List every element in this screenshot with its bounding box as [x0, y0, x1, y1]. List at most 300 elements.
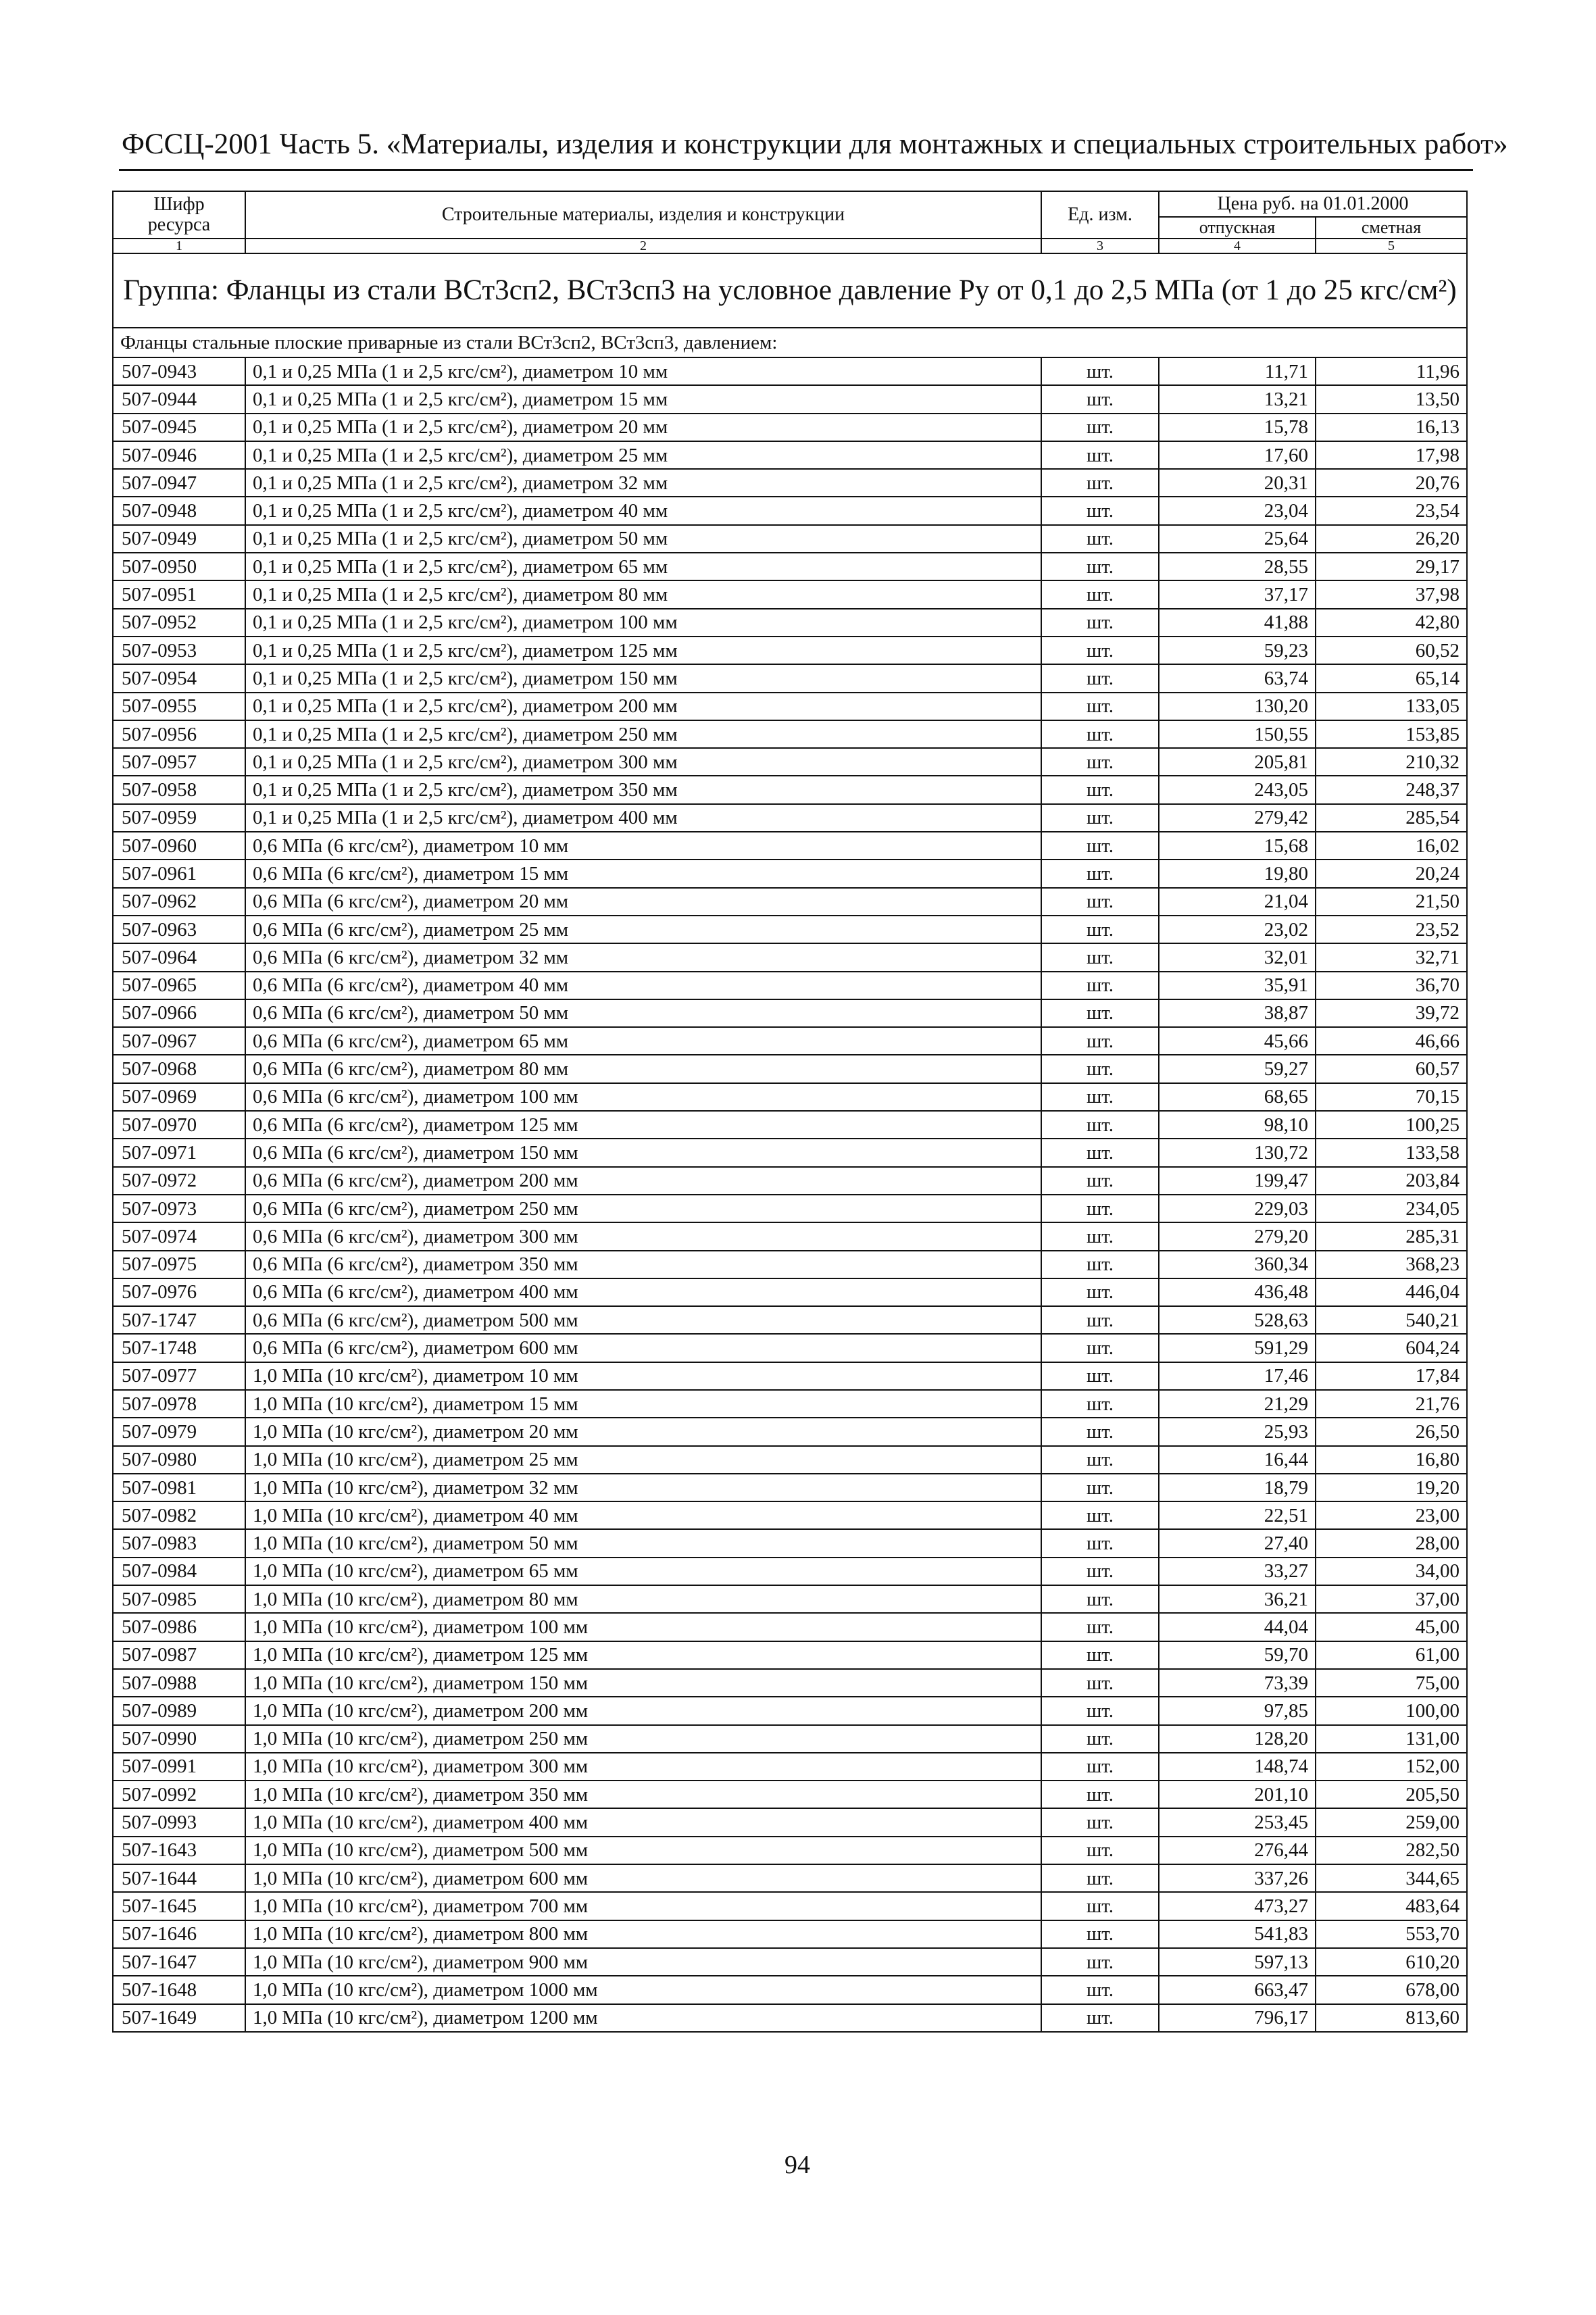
resource-code-cell: 507-0976 [113, 1278, 245, 1306]
table-row [113, 1753, 1467, 1781]
release-price-cell: 337,26 [1159, 1864, 1316, 1892]
release-price-cell: 473,27 [1159, 1892, 1316, 1920]
material-name-cell: 0,6 МПа (6 кгс/см²), диаметром 125 мм [245, 1111, 1041, 1139]
estimate-price-cell: 678,00 [1316, 1976, 1467, 2003]
release-price-cell: 59,27 [1159, 1055, 1316, 1082]
table-row [113, 1976, 1467, 2003]
material-name-cell: 0,1 и 0,25 МПа (1 и 2,5 кгс/см²), диаметром 125 мм [245, 637, 1041, 664]
release-price-cell: 63,74 [1159, 664, 1316, 692]
unit-cell: шт. [1041, 1111, 1159, 1139]
resource-code-cell: 507-0947 [113, 469, 245, 497]
resource-code-cell: 507-0991 [113, 1753, 245, 1781]
resource-code-cell: 507-1645 [113, 1892, 245, 1920]
estimate-price-cell: 32,71 [1316, 943, 1467, 971]
release-price-cell: 15,78 [1159, 414, 1316, 441]
unit-cell: шт. [1041, 1529, 1159, 1557]
estimate-price-cell: 344,65 [1316, 1864, 1467, 1892]
table-row [113, 1725, 1467, 1753]
resource-code-cell: 507-0944 [113, 385, 245, 413]
estimate-price-cell: 553,70 [1316, 1920, 1467, 1948]
unit-cell: шт. [1041, 1418, 1159, 1445]
page-number: 94 [784, 2151, 810, 2179]
estimate-price-cell: 23,00 [1316, 1501, 1467, 1529]
unit-cell: шт. [1041, 1976, 1159, 2003]
release-price-cell: 19,80 [1159, 860, 1316, 887]
unit-cell: шт. [1041, 1195, 1159, 1222]
col-header-code: Шифр ресурса [113, 191, 245, 239]
material-name-cell: 0,6 МПа (6 кгс/см²), диаметром 15 мм [245, 860, 1041, 887]
table-row [113, 860, 1467, 887]
col-number: 3 [1041, 239, 1159, 253]
unit-cell: шт. [1041, 1613, 1159, 1641]
estimate-price-cell: 813,60 [1316, 2004, 1467, 2032]
unit-cell: шт. [1041, 832, 1159, 860]
material-name-cell: 1,0 МПа (10 кгс/см²), диаметром 65 мм [245, 1558, 1041, 1585]
unit-cell: шт. [1041, 1585, 1159, 1613]
table-row [113, 1948, 1467, 1976]
table-row [113, 1892, 1467, 1920]
release-price-cell: 279,42 [1159, 804, 1316, 832]
resource-code-cell: 507-0989 [113, 1697, 245, 1724]
resource-code-cell: 507-0967 [113, 1027, 245, 1055]
table-row [113, 804, 1467, 832]
unit-cell: шт. [1041, 1055, 1159, 1082]
material-name-cell: 0,1 и 0,25 МПа (1 и 2,5 кгс/см²), диаметром 25 мм [245, 441, 1041, 469]
unit-cell: шт. [1041, 720, 1159, 748]
estimate-price-cell: 610,20 [1316, 1948, 1467, 1976]
unit-cell: шт. [1041, 553, 1159, 580]
material-name-cell: 1,0 МПа (10 кгс/см²), диаметром 50 мм [245, 1529, 1041, 1557]
estimate-price-cell: 45,00 [1316, 1613, 1467, 1641]
table-row [113, 888, 1467, 916]
table-row [113, 1167, 1467, 1195]
material-name-cell: 0,1 и 0,25 МПа (1 и 2,5 кгс/см²), диаметром 200 мм [245, 693, 1041, 720]
release-price-cell: 25,64 [1159, 525, 1316, 553]
estimate-price-cell: 604,24 [1316, 1334, 1467, 1362]
unit-cell: шт. [1041, 916, 1159, 943]
estimate-price-cell: 368,23 [1316, 1251, 1467, 1278]
material-name-cell: 0,6 МПа (6 кгс/см²), диаметром 200 мм [245, 1167, 1041, 1195]
resource-code-cell: 507-0978 [113, 1390, 245, 1418]
unit-cell: шт. [1041, 1808, 1159, 1836]
unit-cell: шт. [1041, 1725, 1159, 1753]
estimate-price-cell: 20,76 [1316, 469, 1467, 497]
table-row [113, 525, 1467, 553]
unit-cell: шт. [1041, 1697, 1159, 1724]
release-price-cell: 23,02 [1159, 916, 1316, 943]
resource-code-cell: 507-0980 [113, 1446, 245, 1474]
resource-code-cell: 507-0945 [113, 414, 245, 441]
material-name-cell: 1,0 МПа (10 кгс/см²), диаметром 500 мм [245, 1837, 1041, 1864]
unit-cell: шт. [1041, 1892, 1159, 1920]
resource-code-cell: 507-0961 [113, 860, 245, 887]
table-row [113, 1529, 1467, 1557]
material-name-cell: 1,0 МПа (10 кгс/см²), диаметром 1200 мм [245, 2004, 1041, 2032]
resource-code-cell: 507-0949 [113, 525, 245, 553]
resource-code-cell: 507-0973 [113, 1195, 245, 1222]
unit-cell: шт. [1041, 1278, 1159, 1306]
material-name-cell: 0,6 МПа (6 кгс/см²), диаметром 100 мм [245, 1083, 1041, 1111]
table-row [113, 1446, 1467, 1474]
estimate-price-cell: 100,00 [1316, 1697, 1467, 1724]
resource-code-cell: 507-0985 [113, 1585, 245, 1613]
resource-code-cell: 507-0964 [113, 943, 245, 971]
release-price-cell: 541,83 [1159, 1920, 1316, 1948]
table-row [113, 1055, 1467, 1082]
release-price-cell: 360,34 [1159, 1251, 1316, 1278]
release-price-cell: 276,44 [1159, 1837, 1316, 1864]
table-row [113, 637, 1467, 664]
unit-cell: шт. [1041, 1390, 1159, 1418]
unit-cell: шт. [1041, 943, 1159, 971]
resource-code-cell: 507-1646 [113, 1920, 245, 1948]
table-row [113, 609, 1467, 637]
release-price-cell: 36,21 [1159, 1585, 1316, 1613]
table-row [113, 1585, 1467, 1613]
material-name-cell: 1,0 МПа (10 кгс/см²), диаметром 10 мм [245, 1362, 1041, 1390]
release-price-cell: 243,05 [1159, 776, 1316, 803]
estimate-price-cell: 205,50 [1316, 1781, 1467, 1808]
estimate-price-cell: 259,00 [1316, 1808, 1467, 1836]
estimate-price-cell: 13,50 [1316, 385, 1467, 413]
material-name-cell: 1,0 МПа (10 кгс/см²), диаметром 250 мм [245, 1725, 1041, 1753]
estimate-price-cell: 16,02 [1316, 832, 1467, 860]
release-price-cell: 59,70 [1159, 1641, 1316, 1669]
material-name-cell: 1,0 МПа (10 кгс/см²), диаметром 150 мм [245, 1669, 1041, 1697]
resource-code-cell: 507-0962 [113, 888, 245, 916]
material-name-cell: 1,0 МПа (10 кгс/см²), диаметром 800 мм [245, 1920, 1041, 1948]
estimate-price-cell: 152,00 [1316, 1753, 1467, 1781]
material-name-cell: 0,1 и 0,25 МПа (1 и 2,5 кгс/см²), диаметром 50 мм [245, 525, 1041, 553]
material-name-cell: 0,6 МПа (6 кгс/см²), диаметром 250 мм [245, 1195, 1041, 1222]
material-name-cell: 0,1 и 0,25 МПа (1 и 2,5 кгс/см²), диаметром 10 мм [245, 357, 1041, 385]
unit-cell: шт. [1041, 525, 1159, 553]
unit-cell: шт. [1041, 1558, 1159, 1585]
material-name-cell: 1,0 МПа (10 кгс/см²), диаметром 125 мм [245, 1641, 1041, 1669]
table-row [113, 1864, 1467, 1892]
resource-code-cell: 507-0987 [113, 1641, 245, 1669]
table-row [113, 580, 1467, 608]
col-header-estimate-price: сметная [1316, 217, 1467, 239]
table-row [113, 1613, 1467, 1641]
unit-cell: шт. [1041, 637, 1159, 664]
estimate-price-cell: 20,24 [1316, 860, 1467, 887]
resource-code-cell: 507-0965 [113, 972, 245, 999]
estimate-price-cell: 34,00 [1316, 1558, 1467, 1585]
estimate-price-cell: 133,58 [1316, 1139, 1467, 1166]
unit-cell: шт. [1041, 609, 1159, 637]
table-row [113, 664, 1467, 692]
resource-code-cell: 507-0972 [113, 1167, 245, 1195]
release-price-cell: 97,85 [1159, 1697, 1316, 1724]
table-row [113, 357, 1467, 385]
table-row [113, 1558, 1467, 1585]
material-name-cell: 0,6 МПа (6 кгс/см²), диаметром 350 мм [245, 1251, 1041, 1278]
release-price-cell: 199,47 [1159, 1167, 1316, 1195]
resource-code-cell: 507-0960 [113, 832, 245, 860]
unit-cell: шт. [1041, 441, 1159, 469]
material-name-cell: 0,6 МПа (6 кгс/см²), диаметром 400 мм [245, 1278, 1041, 1306]
material-name-cell: 1,0 МПа (10 кгс/см²), диаметром 80 мм [245, 1585, 1041, 1613]
unit-cell: шт. [1041, 1222, 1159, 1250]
material-name-cell: 0,1 и 0,25 МПа (1 и 2,5 кгс/см²), диаметром 40 мм [245, 497, 1041, 524]
unit-cell: шт. [1041, 888, 1159, 916]
estimate-price-cell: 153,85 [1316, 720, 1467, 748]
resource-code-cell: 507-0977 [113, 1362, 245, 1390]
release-price-cell: 23,04 [1159, 497, 1316, 524]
table-row [113, 1418, 1467, 1445]
unit-cell: шт. [1041, 1669, 1159, 1697]
unit-cell: шт. [1041, 1083, 1159, 1111]
table-row [113, 972, 1467, 999]
release-price-cell: 150,55 [1159, 720, 1316, 748]
estimate-price-cell: 11,96 [1316, 357, 1467, 385]
release-price-cell: 17,46 [1159, 1362, 1316, 1390]
unit-cell: шт. [1041, 1306, 1159, 1334]
table-row [113, 1920, 1467, 1948]
release-price-cell: 229,03 [1159, 1195, 1316, 1222]
table-row [113, 553, 1467, 580]
unit-cell: шт. [1041, 1446, 1159, 1474]
estimate-price-cell: 540,21 [1316, 1306, 1467, 1334]
estimate-price-cell: 210,32 [1316, 748, 1467, 776]
unit-cell: шт. [1041, 1334, 1159, 1362]
unit-cell: шт. [1041, 1474, 1159, 1501]
col-number: 1 [113, 239, 245, 253]
estimate-price-cell: 234,05 [1316, 1195, 1467, 1222]
material-name-cell: 1,0 МПа (10 кгс/см²), диаметром 15 мм [245, 1390, 1041, 1418]
estimate-price-cell: 133,05 [1316, 693, 1467, 720]
release-price-cell: 205,81 [1159, 748, 1316, 776]
unit-cell: шт. [1041, 385, 1159, 413]
col-header-name: Строительные материалы, изделия и конструкции [245, 191, 1041, 239]
table-row [113, 469, 1467, 497]
resource-code-cell: 507-0984 [113, 1558, 245, 1585]
resource-code-cell: 507-0968 [113, 1055, 245, 1082]
unit-cell: шт. [1041, 804, 1159, 832]
material-name-cell: 0,1 и 0,25 МПа (1 и 2,5 кгс/см²), диаметром 20 мм [245, 414, 1041, 441]
table-row [113, 414, 1467, 441]
table-row [113, 1195, 1467, 1222]
estimate-price-cell: 26,20 [1316, 525, 1467, 553]
estimate-price-cell: 37,98 [1316, 580, 1467, 608]
material-name-cell: 0,6 МПа (6 кгс/см²), диаметром 10 мм [245, 832, 1041, 860]
estimate-price-cell: 17,84 [1316, 1362, 1467, 1390]
table-row [113, 1027, 1467, 1055]
resource-code-cell: 507-0981 [113, 1474, 245, 1501]
resource-code-cell: 507-0966 [113, 999, 245, 1027]
release-price-cell: 128,20 [1159, 1725, 1316, 1753]
release-price-cell: 663,47 [1159, 1976, 1316, 2003]
table-row [113, 1251, 1467, 1278]
unit-cell: шт. [1041, 497, 1159, 524]
release-price-cell: 68,65 [1159, 1083, 1316, 1111]
resource-code-cell: 507-0943 [113, 357, 245, 385]
resource-code-cell: 507-0958 [113, 776, 245, 803]
group-title: Группа: Фланцы из стали ВСт3сп2, ВСт3сп3 на условное давление Ру от 0,1 до 2,5 МПа (от 1 до 25 кгс/см²) [113, 253, 1467, 328]
table-row [113, 1278, 1467, 1306]
release-price-cell: 45,66 [1159, 1027, 1316, 1055]
material-name-cell: 0,1 и 0,25 МПа (1 и 2,5 кгс/см²), диаметром 32 мм [245, 469, 1041, 497]
resource-code-cell: 507-0951 [113, 580, 245, 608]
unit-cell: шт. [1041, 1753, 1159, 1781]
unit-cell: шт. [1041, 469, 1159, 497]
resource-code-cell: 507-0988 [113, 1669, 245, 1697]
table-row [113, 1669, 1467, 1697]
release-price-cell: 28,55 [1159, 553, 1316, 580]
material-name-cell: 0,6 МПа (6 кгс/см²), диаметром 50 мм [245, 999, 1041, 1027]
resource-code-cell: 507-0963 [113, 916, 245, 943]
resource-code-cell: 507-0955 [113, 693, 245, 720]
material-name-cell: 1,0 МПа (10 кгс/см²), диаметром 40 мм [245, 1501, 1041, 1529]
resource-code-cell: 507-0954 [113, 664, 245, 692]
estimate-price-cell: 29,17 [1316, 553, 1467, 580]
resource-code-cell: 507-0970 [113, 1111, 245, 1139]
material-name-cell: 1,0 МПа (10 кгс/см²), диаметром 32 мм [245, 1474, 1041, 1501]
unit-cell: шт. [1041, 1027, 1159, 1055]
table-row [113, 1111, 1467, 1139]
release-price-cell: 25,93 [1159, 1418, 1316, 1445]
material-name-cell: 1,0 МПа (10 кгс/см²), диаметром 1000 мм [245, 1976, 1041, 2003]
unit-cell: шт. [1041, 748, 1159, 776]
estimate-price-cell: 100,25 [1316, 1111, 1467, 1139]
release-price-cell: 597,13 [1159, 1948, 1316, 1976]
estimate-price-cell: 65,14 [1316, 664, 1467, 692]
resource-code-cell: 507-0983 [113, 1529, 245, 1557]
material-name-cell: 0,1 и 0,25 МПа (1 и 2,5 кгс/см²), диаметром 300 мм [245, 748, 1041, 776]
resource-code-cell: 507-0993 [113, 1808, 245, 1836]
estimate-price-cell: 26,50 [1316, 1418, 1467, 1445]
release-price-cell: 279,20 [1159, 1222, 1316, 1250]
subgroup-title: Фланцы стальные плоские приварные из стали ВСт3сп2, ВСт3сп3, давлением: [113, 328, 1467, 357]
table-row [113, 1501, 1467, 1529]
material-name-cell: 1,0 МПа (10 кгс/см²), диаметром 25 мм [245, 1446, 1041, 1474]
col-number: 5 [1316, 239, 1467, 253]
estimate-price-cell: 28,00 [1316, 1529, 1467, 1557]
unit-cell: шт. [1041, 776, 1159, 803]
resource-code-cell: 507-0979 [113, 1418, 245, 1445]
resource-code-cell: 507-1644 [113, 1864, 245, 1892]
estimate-price-cell: 446,04 [1316, 1278, 1467, 1306]
release-price-cell: 591,29 [1159, 1334, 1316, 1362]
material-name-cell: 0,6 МПа (6 кгс/см²), диаметром 65 мм [245, 1027, 1041, 1055]
material-name-cell: 1,0 МПа (10 кгс/см²), диаметром 200 мм [245, 1697, 1041, 1724]
material-name-cell: 0,1 и 0,25 МПа (1 и 2,5 кгс/см²), диаметром 400 мм [245, 804, 1041, 832]
resource-code-cell: 507-0948 [113, 497, 245, 524]
unit-cell: шт. [1041, 1864, 1159, 1892]
unit-cell: шт. [1041, 999, 1159, 1027]
material-name-cell: 0,1 и 0,25 МПа (1 и 2,5 кгс/см²), диаметром 250 мм [245, 720, 1041, 748]
release-price-cell: 59,23 [1159, 637, 1316, 664]
resource-code-cell: 507-0959 [113, 804, 245, 832]
release-price-cell: 44,04 [1159, 1613, 1316, 1641]
estimate-price-cell: 36,70 [1316, 972, 1467, 999]
material-name-cell: 0,6 МПа (6 кгс/см²), диаметром 32 мм [245, 943, 1041, 971]
material-name-cell: 1,0 МПа (10 кгс/см²), диаметром 600 мм [245, 1864, 1041, 1892]
table-row [113, 1139, 1467, 1166]
estimate-price-cell: 19,20 [1316, 1474, 1467, 1501]
release-price-cell: 17,60 [1159, 441, 1316, 469]
material-name-cell: 1,0 МПа (10 кгс/см²), диаметром 350 мм [245, 1781, 1041, 1808]
resource-code-cell: 507-0956 [113, 720, 245, 748]
resource-code-cell: 507-0953 [113, 637, 245, 664]
estimate-price-cell: 70,15 [1316, 1083, 1467, 1111]
table-row [113, 832, 1467, 860]
unit-cell: шт. [1041, 1641, 1159, 1669]
material-name-cell: 0,6 МПа (6 кгс/см²), диаметром 20 мм [245, 888, 1041, 916]
table-row [113, 1306, 1467, 1334]
release-price-cell: 18,79 [1159, 1474, 1316, 1501]
estimate-price-cell: 60,52 [1316, 637, 1467, 664]
resource-code-cell: 507-0969 [113, 1083, 245, 1111]
document-header-title: ФССЦ-2001 Часть 5. «Материалы, изделия и конструкции для монтажных и специальных строительных работ» [122, 128, 1508, 160]
estimate-price-cell: 285,31 [1316, 1222, 1467, 1250]
material-name-cell: 0,1 и 0,25 МПа (1 и 2,5 кгс/см²), диаметром 15 мм [245, 385, 1041, 413]
estimate-price-cell: 75,00 [1316, 1669, 1467, 1697]
release-price-cell: 21,04 [1159, 888, 1316, 916]
unit-cell: шт. [1041, 1837, 1159, 1864]
release-price-cell: 796,17 [1159, 2004, 1316, 2032]
table-row [113, 2004, 1467, 2032]
release-price-cell: 20,31 [1159, 469, 1316, 497]
release-price-cell: 41,88 [1159, 609, 1316, 637]
estimate-price-cell: 203,84 [1316, 1167, 1467, 1195]
table-row [113, 1362, 1467, 1390]
estimate-price-cell: 46,66 [1316, 1027, 1467, 1055]
material-name-cell: 0,6 МПа (6 кгс/см²), диаметром 40 мм [245, 972, 1041, 999]
table-row [113, 1083, 1467, 1111]
table-row [113, 441, 1467, 469]
resource-code-cell: 507-0986 [113, 1613, 245, 1641]
resource-code-cell: 507-0990 [113, 1725, 245, 1753]
release-price-cell: 528,63 [1159, 1306, 1316, 1334]
material-name-cell: 1,0 МПа (10 кгс/см²), диаметром 400 мм [245, 1808, 1041, 1836]
release-price-cell: 35,91 [1159, 972, 1316, 999]
estimate-price-cell: 23,54 [1316, 497, 1467, 524]
col-header-unit: Ед. изм. [1041, 191, 1159, 239]
unit-cell: шт. [1041, 972, 1159, 999]
material-name-cell: 0,6 МПа (6 кгс/см²), диаметром 150 мм [245, 1139, 1041, 1166]
table-row [113, 943, 1467, 971]
resource-code-cell: 507-0950 [113, 553, 245, 580]
resource-code-cell: 507-1647 [113, 1948, 245, 1976]
table-row [113, 999, 1467, 1027]
release-price-cell: 22,51 [1159, 1501, 1316, 1529]
unit-cell: шт. [1041, 1920, 1159, 1948]
release-price-cell: 15,68 [1159, 832, 1316, 860]
table-row [113, 1390, 1467, 1418]
estimate-price-cell: 23,52 [1316, 916, 1467, 943]
resource-code-cell: 507-0957 [113, 748, 245, 776]
resource-code-cell: 507-0992 [113, 1781, 245, 1808]
material-name-cell: 0,1 и 0,25 МПа (1 и 2,5 кгс/см²), диаметром 150 мм [245, 664, 1041, 692]
table-row [113, 1837, 1467, 1864]
estimate-price-cell: 483,64 [1316, 1892, 1467, 1920]
col-header-price: Цена руб. на 01.01.2000 [1159, 191, 1467, 217]
release-price-cell: 21,29 [1159, 1390, 1316, 1418]
estimate-price-cell: 39,72 [1316, 999, 1467, 1027]
unit-cell: шт. [1041, 693, 1159, 720]
release-price-cell: 33,27 [1159, 1558, 1316, 1585]
table-row [113, 776, 1467, 803]
release-price-cell: 98,10 [1159, 1111, 1316, 1139]
material-name-cell: 1,0 МПа (10 кгс/см²), диаметром 20 мм [245, 1418, 1041, 1445]
material-name-cell: 0,1 и 0,25 МПа (1 и 2,5 кгс/см²), диаметром 100 мм [245, 609, 1041, 637]
estimate-price-cell: 37,00 [1316, 1585, 1467, 1613]
release-price-cell: 436,48 [1159, 1278, 1316, 1306]
resource-code-cell: 507-1643 [113, 1837, 245, 1864]
table-row [113, 497, 1467, 524]
